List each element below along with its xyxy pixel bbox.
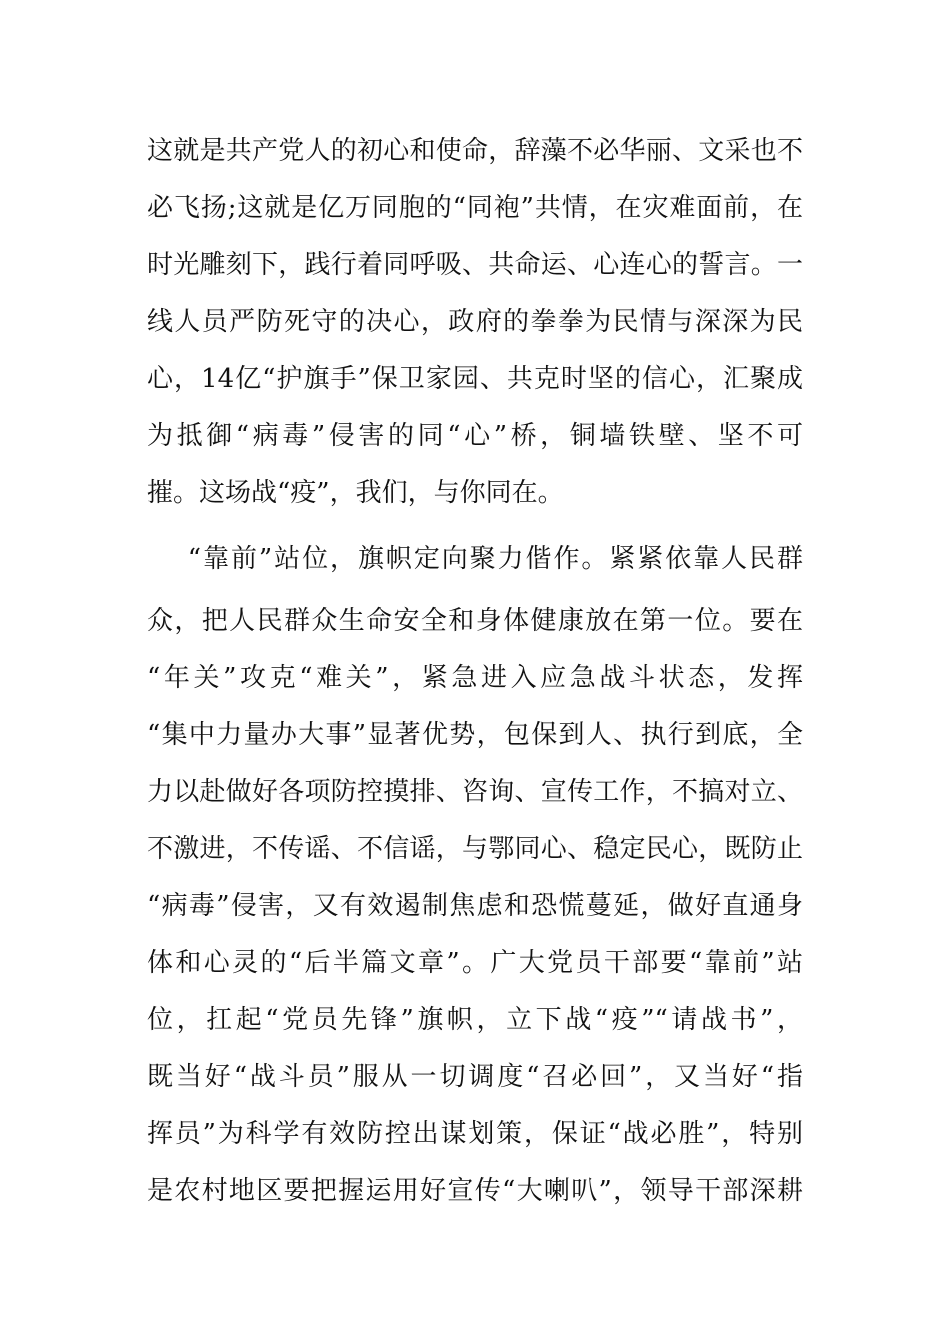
text-line: 既当好“战斗员”服从一切调度“召必回”，又当好“指 <box>147 1062 803 1092</box>
text-line: 力以赴做好各项防控摸排、咨询、宣传工作，不搞对立、 <box>147 777 803 807</box>
text-line: 心，14亿“护旗手”保卫家园、共克时坚的信心，汇聚成 <box>147 364 803 394</box>
text-line: 为抵御“病毒”侵害的同“心”桥，铜墙铁壁、坚不可 <box>147 421 803 451</box>
paragraph-first-line: “靠前”站位，旗帜定向聚力偕作。紧紧依靠人民群 <box>147 544 803 574</box>
text-line: 必飞扬;这就是亿万同胞的“同袍”共情，在灾难面前，在 <box>147 193 803 223</box>
text-line: 位，扛起“党员先锋”旗帜，立下战“疫”“请战书”， <box>147 1005 803 1035</box>
text-line: 不激进，不传谣、不信谣，与鄂同心、稳定民心，既防止 <box>147 834 803 864</box>
text-line: 是农村地区要把握运用好宣传“大喇叭”，领导干部深耕 <box>147 1176 803 1206</box>
paragraph-last-line: 摧。这场战“疫”，我们，与你同在。 <box>147 478 564 508</box>
text-line: 时光雕刻下，践行着同呼吸、共命运、心连心的誓言。一 <box>147 250 803 280</box>
text-line: 线人员严防死守的决心，政府的拳拳为民情与深深为民 <box>147 307 803 337</box>
text-line: 体和心灵的“后半篇文章”。广大党员干部要“靠前”站 <box>147 948 803 978</box>
text-line: 挥员”为科学有效防控出谋划策，保证“战必胜”，特别 <box>147 1119 803 1149</box>
text-line: 众，把人民群众生命安全和身体健康放在第一位。要在 <box>147 606 803 636</box>
text-line: “集中力量办大事”显著优势，包保到人、执行到底，全 <box>147 720 803 750</box>
text-line: “年关”攻克“难关”，紧急进入应急战斗状态，发挥 <box>147 663 803 693</box>
text-line: 这就是共产党人的初心和使命，辞藻不必华丽、文采也不 <box>147 136 803 166</box>
text-line: “病毒”侵害，又有效遏制焦虑和恐慌蔓延，做好直通身 <box>147 891 803 921</box>
